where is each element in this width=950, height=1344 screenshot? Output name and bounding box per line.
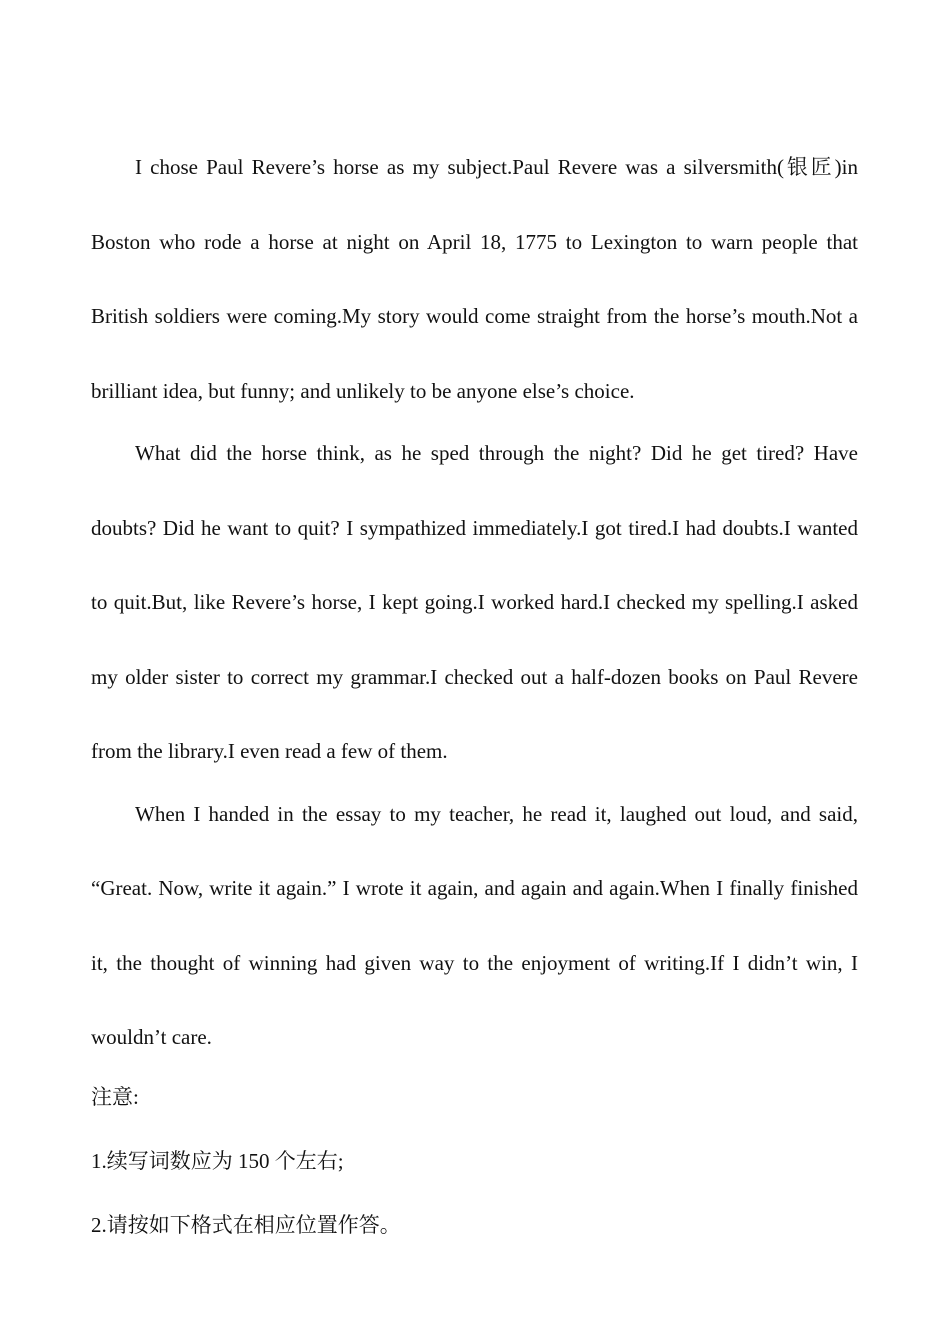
- paragraph-3: When I handed in the essay to my teacher, he read it, laughed out loud, and said, “Great. Now, write it again.” I wrote it again, and again and again.When I finally finished it, the thought of winning had given way to the enjoyment of writing.If I didn’t win, I wouldn’t care.: [91, 801, 858, 1049]
- note-item-word-count: 1.续写词数应为 150 个左右;: [91, 1148, 344, 1173]
- document-page: [91, 130, 858, 1257]
- paragraph-1: I chose Paul Revere’s horse as my subject.Paul Revere was a silversmith(银匠)in Boston who rode a horse at night on April 18, 1775 to Lexington to warn people that British soldiers were coming.My story would come straight from the horse’s mouth.Not a brilliant idea, but funny; and unlikely to be anyone else’s choice.: [91, 155, 858, 403]
- note-item-answer-format: 2.请按如下格式在相应位置作答。: [91, 1212, 401, 1237]
- paragraph-2: What did the horse think, as he sped through the night? Did he get tired? Have doubts? Did he want to quit? I sympathized immediately.I got tired.I had doubts.I wanted to quit.But, like Revere’s horse, I kept going.I worked hard.I checked my spelling.I asked my older sister to correct my grammar.I checked out a half-dozen books on Paul Revere from the library.I even read a few of them.: [91, 441, 858, 763]
- notes-heading: 注意:: [91, 1084, 139, 1109]
- notes-section: [91, 1065, 858, 1257]
